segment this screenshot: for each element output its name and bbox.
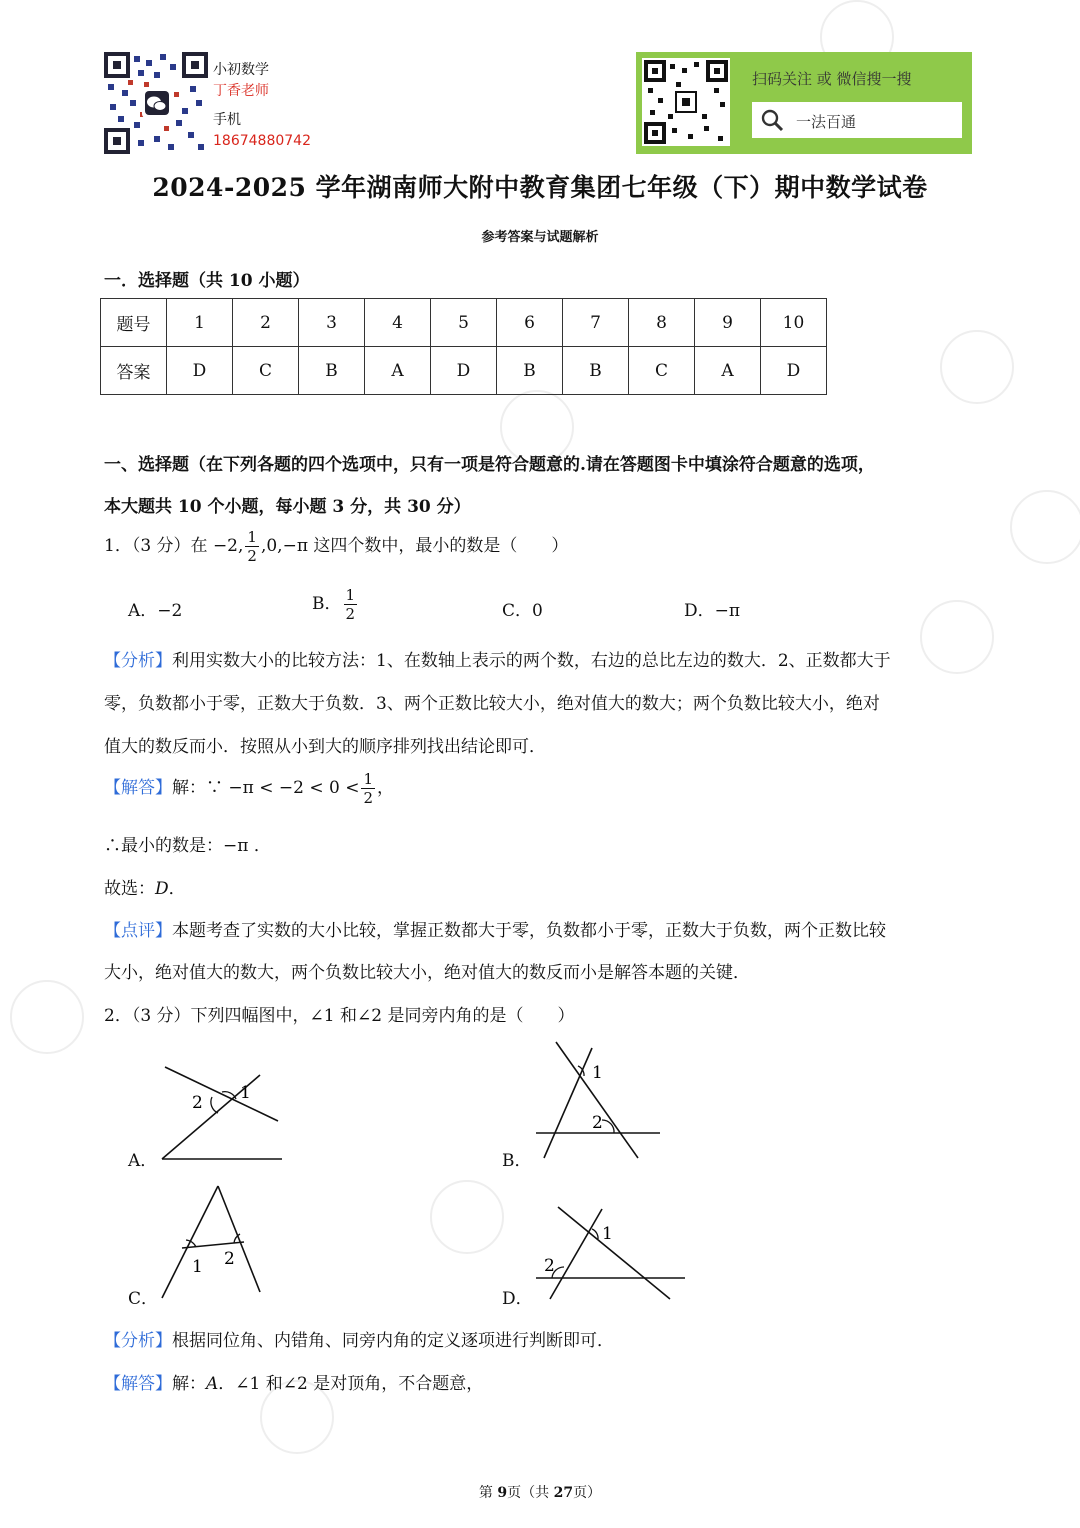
solution-post: ， <box>377 778 394 798</box>
frac-denominator: 2 <box>247 547 257 565</box>
angle-label-1: 1 <box>240 1083 251 1103</box>
table-header-cell: 题号 <box>101 299 167 347</box>
angle-label-2: 2 <box>192 1093 203 1113</box>
table-cell: A <box>365 347 431 395</box>
analysis-tag: 【分析】 <box>104 651 172 671</box>
table-cell: B <box>497 347 563 395</box>
wechat-qr-code <box>104 52 208 154</box>
option-b-fraction <box>344 586 358 623</box>
solution-text: 解：∵ −π < −2 < 0 < <box>172 778 360 798</box>
brand-name: 小初数学 <box>213 62 269 78</box>
table-cell: 1 <box>167 299 233 347</box>
analysis-text: 根据同位角、内错角、同旁内角的定义逐项进行判断即可． <box>172 1331 614 1351</box>
frac-numerator: 1 <box>363 770 373 788</box>
table-row <box>101 299 827 347</box>
figure-line <box>218 1186 260 1292</box>
watermark-seal <box>940 330 1014 404</box>
page-subtitle: 参考答案与试题解析 <box>481 230 599 245</box>
q2-analysis <box>104 1326 614 1351</box>
table-cell: D <box>431 347 497 395</box>
table-cell: 6 <box>497 299 563 347</box>
brand-info <box>213 60 311 152</box>
footer-post: 页） <box>573 1485 602 1501</box>
footer-total-pages: 27 <box>553 1485 574 1501</box>
q2-figure-a-label: A． <box>128 1151 158 1171</box>
table-header-cell: 答案 <box>101 347 167 395</box>
solution-text: 解： <box>172 1374 206 1394</box>
table-cell: D <box>167 347 233 395</box>
q2-figure-c <box>150 1180 280 1305</box>
option-b-label: B． <box>312 594 342 614</box>
table-cell: 5 <box>431 299 497 347</box>
angle-label-1: 1 <box>192 1257 203 1277</box>
watermark-seal <box>430 1180 504 1254</box>
brand-teacher: 丁香老师 <box>213 83 269 99</box>
footer-pre: 第 <box>478 1485 498 1501</box>
q2-stem: 2．（3 分）下列四幅图中，∠1 和∠2 是同旁内角的是（ ） <box>104 1006 575 1026</box>
table-cell: C <box>629 347 695 395</box>
search-icon <box>760 108 784 132</box>
page-title: 2024-2025 学年湖南师大附中教育集团七年级（下）期中数学试卷 <box>152 173 928 202</box>
watermark-seal <box>10 980 84 1054</box>
page-footer <box>0 1482 1080 1502</box>
table-cell: B <box>563 347 629 395</box>
comment-tag: 【点评】 <box>104 921 172 941</box>
public-account-qr-code <box>642 58 730 146</box>
q2-figure-b-label: B． <box>502 1151 532 1171</box>
q2-figure-d <box>530 1195 690 1305</box>
solution-option: A <box>206 1374 219 1394</box>
q1-fraction <box>245 528 259 565</box>
q2-figure-c-label: C． <box>128 1289 159 1309</box>
figure-line <box>165 1067 278 1121</box>
table-cell: 2 <box>233 299 299 347</box>
table-cell: B <box>299 347 365 395</box>
q1-analysis-line2: 零，负数都小于零，正数大于负数．3、两个正数比较大小，绝对值大的数大；两个负数比较大小，绝对 <box>104 694 880 714</box>
angle-label-1: 1 <box>592 1063 603 1083</box>
brand-phone: 18674880742 <box>213 133 311 149</box>
q1-stem-pre: 1．（3 分）在 −2, <box>104 536 244 556</box>
figure-line <box>544 1048 592 1158</box>
table-cell: 4 <box>365 299 431 347</box>
figure-line <box>182 1242 244 1248</box>
frac-numerator: 1 <box>247 528 257 546</box>
q1-analysis-line1 <box>104 646 891 671</box>
table-cell: 10 <box>761 299 827 347</box>
solution-post: ．∠1 和∠2 是对顶角，不合题意， <box>218 1374 484 1394</box>
q2-figure-b <box>530 1038 690 1163</box>
watermark-seal <box>1010 490 1080 564</box>
comment-text: 本题考查了实数的大小比较，掌握正数都大于零，负数都小于零，正数大于负数，两个正数比较 <box>172 921 886 941</box>
section-instructions-line2: 本大题共 10 个小题，每小题 3 分，共 30 分） <box>104 497 471 517</box>
q2-figure-d-label: D． <box>502 1289 533 1309</box>
q1-option-c: C．0 <box>502 601 543 621</box>
table-cell: D <box>761 347 827 395</box>
q1-solution <box>104 770 394 807</box>
solution-tag: 【解答】 <box>104 1374 172 1394</box>
follow-banner <box>636 52 972 154</box>
q1-choice <box>104 874 186 899</box>
wechat-search-box[interactable] <box>752 102 962 138</box>
table-cell: 9 <box>695 299 761 347</box>
q1-comment-line1 <box>104 916 886 941</box>
table-cell: A <box>695 347 761 395</box>
watermark-seal <box>920 600 994 674</box>
figure-line <box>558 1207 670 1299</box>
table-cell: C <box>233 347 299 395</box>
angle-arc <box>211 1097 218 1113</box>
section-heading: 一．选择题（共 10 小题） <box>104 271 310 291</box>
frac-denominator: 2 <box>345 605 356 623</box>
q2-solution <box>104 1369 483 1394</box>
brand-phone-label: 手机 <box>213 112 241 128</box>
footer-mid: 页（共 <box>507 1485 554 1501</box>
table-cell: 7 <box>563 299 629 347</box>
search-keyword: 一法百通 <box>796 113 857 131</box>
answer-table <box>100 298 827 395</box>
analysis-tag: 【分析】 <box>104 1331 172 1351</box>
figure-line <box>556 1042 638 1158</box>
q1-stem-post: ,0,−π 这四个数中，最小的数是（ ） <box>260 536 569 556</box>
section-instructions-line1: 一、选择题（在下列各题的四个选项中，只有一项是符合题意的.请在答题图卡中填涂符合题意的选项， <box>104 455 875 475</box>
frac-numerator: 1 <box>345 586 356 604</box>
angle-label-2: 2 <box>592 1113 603 1133</box>
q1-option-a: A．−2 <box>128 601 183 621</box>
angle-label-1: 1 <box>602 1224 613 1244</box>
q1-therefore: ∴最小的数是：−π ． <box>104 836 271 856</box>
table-row <box>101 347 827 395</box>
table-cell: 3 <box>299 299 365 347</box>
q1-comment-line2: 大小，绝对值大的数大，两个负数比较大小，绝对值大的数反而小是解答本题的关键． <box>104 963 750 983</box>
q1-option-d: D．−π <box>684 601 741 621</box>
q1-option-b <box>312 586 359 623</box>
solution-tag: 【解答】 <box>104 778 172 798</box>
footer-page-number: 9 <box>497 1485 508 1501</box>
solution-fraction <box>361 770 375 807</box>
angle-label-2: 2 <box>224 1249 235 1269</box>
choice-value: D <box>155 879 169 899</box>
analysis-text: 利用实数大小的比较方法：1、在数轴上表示的两个数，右边的总比左边的数大．2、正数都大于 <box>172 651 891 671</box>
table-cell: 8 <box>629 299 695 347</box>
choice-label: 故选： <box>104 879 155 899</box>
q1-analysis-line3: 值大的数反而小．按照从小到大的顺序排列找出结论即可． <box>104 737 546 757</box>
figure-line <box>162 1186 218 1298</box>
q1-stem <box>104 528 568 565</box>
frac-denominator: 2 <box>363 789 373 807</box>
choice-post: ． <box>168 879 186 899</box>
follow-text: 扫码关注 或 微信搜一搜 <box>752 70 912 88</box>
angle-label-2: 2 <box>544 1256 555 1276</box>
q2-figure-a <box>150 1055 290 1165</box>
